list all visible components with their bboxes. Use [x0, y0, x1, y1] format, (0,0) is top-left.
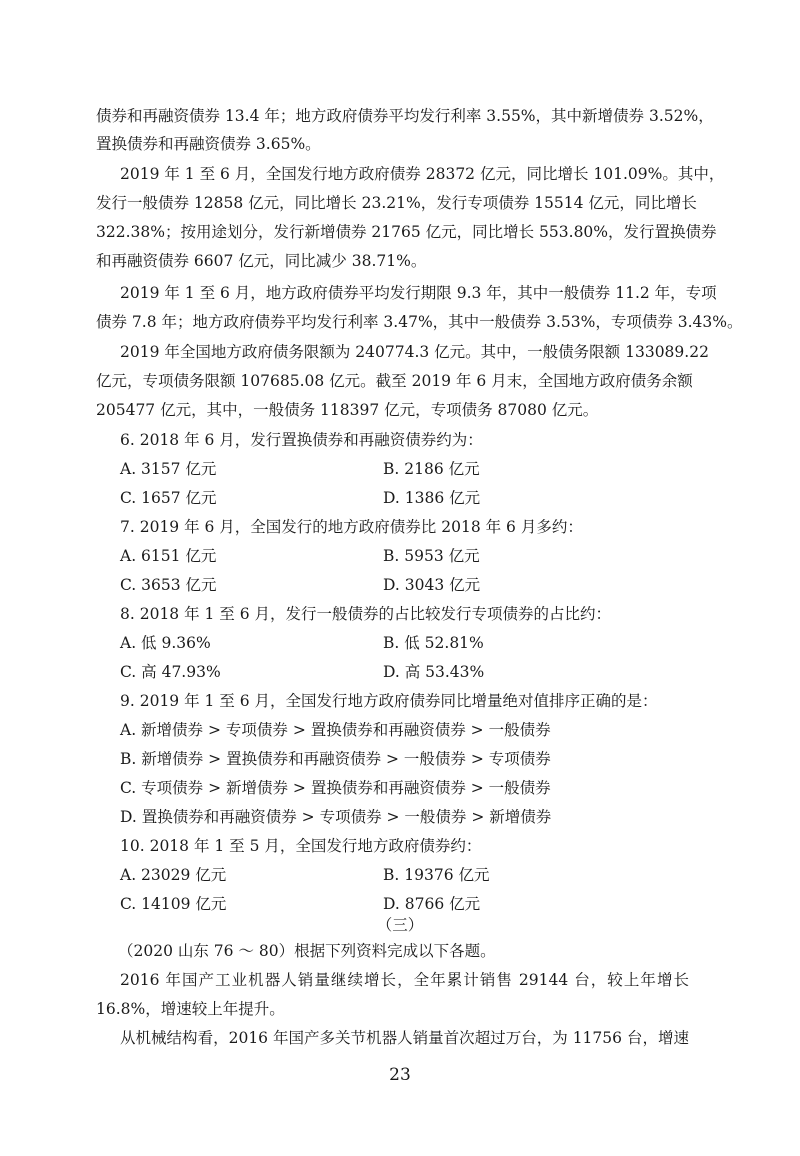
question-option: B. 2186 亿元: [383, 460, 480, 478]
question-option: D. 高 53.43%: [383, 663, 485, 681]
question-option: A. 23029 亿元: [120, 866, 227, 884]
question-option: B. 5953 亿元: [383, 547, 480, 565]
section-paragraph-line: 16.8%，增速较上年提升。: [96, 1000, 285, 1018]
question-option: C. 14109 亿元: [120, 895, 227, 913]
question-stem: 8. 2018 年 1 至 6 月，发行一般债券的占比较发行专项债券的占比约：: [120, 605, 612, 623]
question-option: A. 新增债券 > 专项债券 > 置换债券和再融资债券 > 一般债券: [120, 721, 551, 739]
passage-line: 2019 年 1 至 6 月，全国发行地方政府债券 28372 亿元，同比增长 101.09%。其中，: [120, 165, 725, 183]
passage-line: 置换债券和再融资债券 3.65%。: [96, 135, 321, 153]
question-option: B. 低 52.81%: [383, 634, 484, 652]
passage-line: 2019 年全国地方政府债务限额为 240774.3 亿元。其中，一般债务限额 133089.22: [120, 343, 709, 361]
section-paragraph-line: 从机械结构看，2016 年国产多关节机器人销量首次超过万台，为 11756 台，增速: [120, 1029, 689, 1047]
section-heading: （三）: [376, 916, 424, 934]
question-option: D. 8766 亿元: [383, 895, 481, 913]
question-option: D. 置换债券和再融资债券 > 专项债券 > 一般债券 > 新增债券: [120, 808, 552, 826]
question-option: A. 6151 亿元: [120, 547, 217, 565]
question-option: C. 1657 亿元: [120, 489, 217, 507]
page-number: 23: [389, 1065, 411, 1085]
section-paragraph-line: 2016 年国产工业机器人销量继续增长，全年累计销售 29144 台，较上年增长: [120, 971, 689, 989]
question-option: C. 高 47.93%: [120, 663, 221, 681]
question-option: A. 低 9.36%: [120, 634, 211, 652]
passage-line: 205477 亿元，其中，一般债务 118397 亿元，专项债务 87080 亿元。: [96, 401, 599, 419]
question-stem: 10. 2018 年 1 至 5 月，全国发行地方政府债券约：: [120, 837, 482, 855]
section-intro: （2020 山东 76 ～ 80）根据下列资料完成以下各题。: [118, 942, 496, 960]
passage-line: 和再融资债券 6607 亿元，同比减少 38.71%。: [96, 252, 427, 270]
passage-line: 亿元，专项债务限额 107685.08 亿元。截至 2019 年 6 月末，全国地方政府债务余额: [96, 372, 693, 390]
passage-line: 322.38%；按用途划分，发行新增债券 21765 亿元，同比增长 553.80%，发行置换债券: [96, 223, 717, 241]
passage-line: 发行一般债券 12858 亿元，同比增长 23.21%，发行专项债券 15514 亿元，同比增长: [96, 194, 697, 212]
passage-line: 债券 7.8 年；地方政府债券平均发行利率 3.47%，其中一般债券 3.53%，专项债券 3.43%。: [96, 313, 743, 331]
question-stem: 7. 2019 年 6 月，全国发行的地方政府债券比 2018 年 6 月多约：: [120, 518, 583, 536]
question-option: A. 3157 亿元: [120, 460, 217, 478]
question-option: D. 1386 亿元: [383, 489, 481, 507]
question-option: C. 专项债券 > 新增债券 > 置换债券和再融资债券 > 一般债券: [120, 779, 551, 797]
passage-line: 债券和再融资债券 13.4 年；地方政府债券平均发行利率 3.55%，其中新增债券 3.52%，: [96, 107, 714, 125]
question-option: C. 3653 亿元: [120, 576, 217, 594]
question-option: D. 3043 亿元: [383, 576, 481, 594]
question-stem: 6. 2018 年 6 月，发行置换债券和再融资债券约为：: [120, 431, 483, 449]
passage-line: 2019 年 1 至 6 月，地方政府债券平均发行期限 9.3 年，其中一般债券 11.2 年，专项: [120, 284, 717, 302]
question-option: B. 新增债券 > 置换债券和再融资债券 > 一般债券 > 专项债券: [120, 750, 551, 768]
question-stem: 9. 2019 年 1 至 6 月，全国发行地方政府债券同比增量绝对值排序正确的是：: [120, 692, 658, 710]
question-option: B. 19376 亿元: [383, 866, 490, 884]
